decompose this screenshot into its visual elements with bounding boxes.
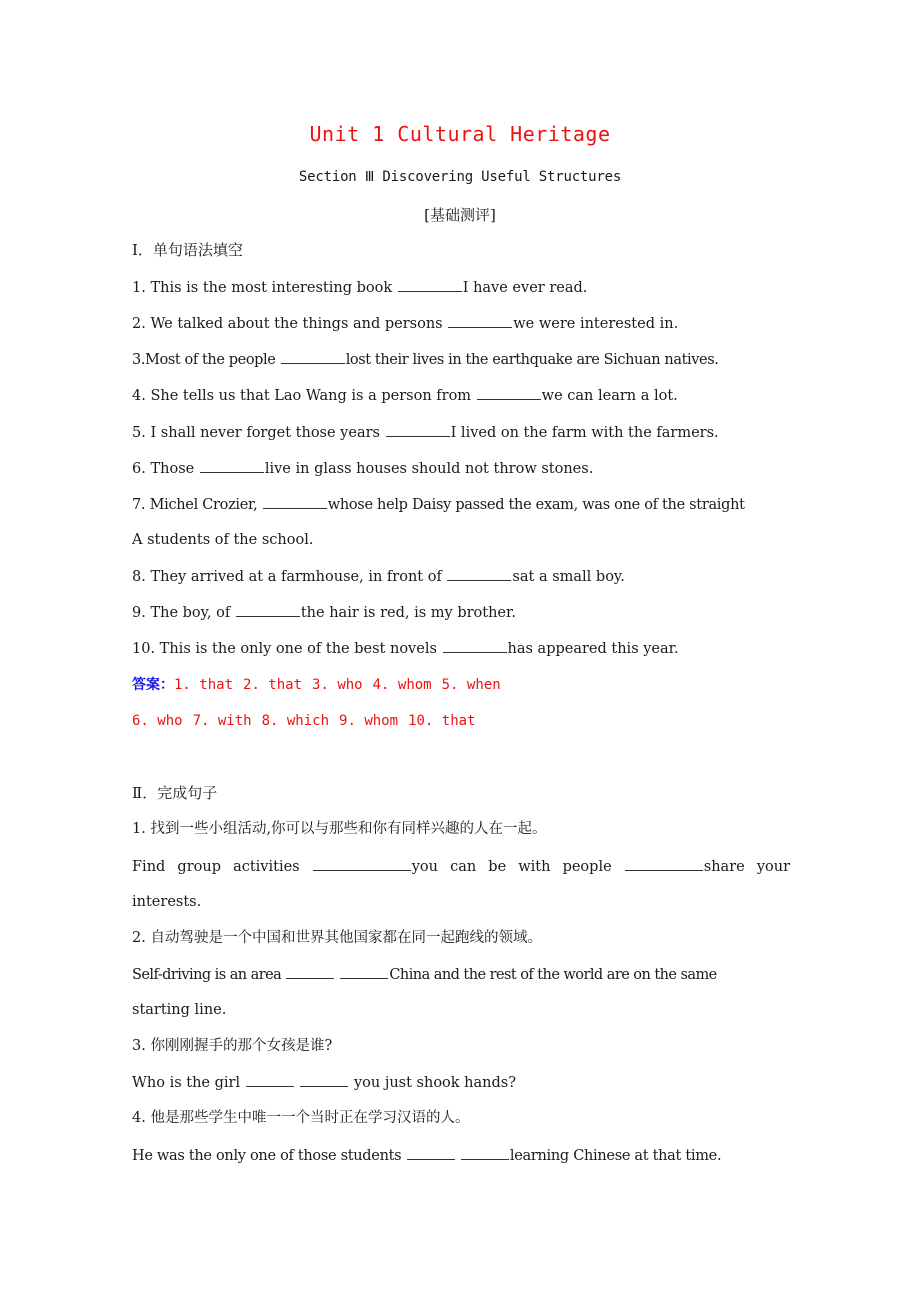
sentence-2-continuation: starting line.	[132, 1002, 227, 1018]
sentence-2-english: Self-driving is an area China and the rest of the world are on the same	[132, 964, 790, 985]
answer-blank[interactable]	[340, 964, 388, 979]
question-6: 6. Those live in glass houses should not throw stones.	[132, 458, 790, 479]
answer-blank[interactable]	[281, 349, 345, 364]
answer-blank[interactable]	[407, 1145, 455, 1160]
question-10: 10. This is the only one of the best novels has appeared this year.	[132, 638, 790, 659]
sentence-2-chinese: 2. 自动驾驶是一个中国和世界其他国家都在同一起跑线的领域。	[132, 930, 542, 946]
sentence-3-chinese: 3. 你刚刚握手的那个女孩是谁?	[132, 1038, 333, 1054]
answer-blank[interactable]	[386, 422, 450, 437]
answer-blank[interactable]	[477, 385, 541, 400]
sentence-1-english: Find group activities you can be with people share your	[132, 856, 790, 877]
answer-blank[interactable]	[236, 602, 300, 617]
document-title: Unit 1 Cultural Heritage	[309, 122, 611, 146]
question-4: 4. She tells us that Lao Wang is a person from we can learn a lot.	[132, 385, 790, 406]
question-8: 8. They arrived at a farmhouse, in front of sat a small boy.	[132, 566, 790, 587]
question-2: 2. We talked about the things and persons we were interested in.	[132, 313, 790, 334]
answer-blank[interactable]	[625, 856, 703, 871]
question-9: 9. The boy, of the hair is red, is my brother.	[132, 602, 790, 623]
answer-blank[interactable]	[286, 964, 334, 979]
question-1: 1. This is the most interesting book I have ever read.	[132, 277, 790, 298]
answer-blank[interactable]	[443, 638, 507, 653]
answer-blank[interactable]	[447, 566, 511, 581]
sentence-4-chinese: 4. 他是那些学生中唯一一个当时正在学习汉语的人。	[132, 1110, 470, 1126]
answer-blank[interactable]	[398, 277, 462, 292]
answer-blank[interactable]	[263, 494, 327, 509]
section2-heading: Ⅱ．完成句子	[132, 784, 218, 802]
answer-blank[interactable]	[246, 1072, 294, 1087]
sentence-3-english: Who is the girl you just shook hands?	[132, 1072, 790, 1093]
section1-heading: Ⅰ．单句语法填空	[132, 241, 243, 259]
sentence-1-chinese: 1. 找到一些小组活动,你可以与那些和你有同样兴趣的人在一起。	[132, 821, 547, 837]
sentence-4-english: He was the only one of those students learning Chinese at that time.	[132, 1145, 790, 1166]
answers-line-1: 答案：1. that 2. that 3. who 4. whom 5. when	[132, 677, 501, 693]
answer-label: 答案：	[132, 677, 174, 693]
answer-blank[interactable]	[313, 856, 411, 871]
answer-blank[interactable]	[300, 1072, 348, 1087]
answer-blank[interactable]	[200, 458, 264, 473]
answers-line-2: 6. who 7. with 8. which 9. whom 10. that	[132, 713, 476, 729]
question-7: 7. Michel Crozier, whose help Daisy passed the exam, was one of the straight	[132, 494, 790, 515]
question-3: 3.Most of the people lost their lives in the earthquake are Sichuan natives.	[132, 349, 790, 370]
section-tag: [基础测评]	[424, 206, 496, 224]
sentence-1-continuation: interests.	[132, 894, 202, 910]
question-7-continuation: A students of the school.	[132, 532, 314, 548]
question-5: 5. I shall never forget those years I lived on the farm with the farmers.	[132, 422, 790, 443]
section-subtitle: Section Ⅲ Discovering Useful Structures	[298, 169, 622, 185]
answer-blank[interactable]	[461, 1145, 509, 1160]
answer-blank[interactable]	[448, 313, 512, 328]
